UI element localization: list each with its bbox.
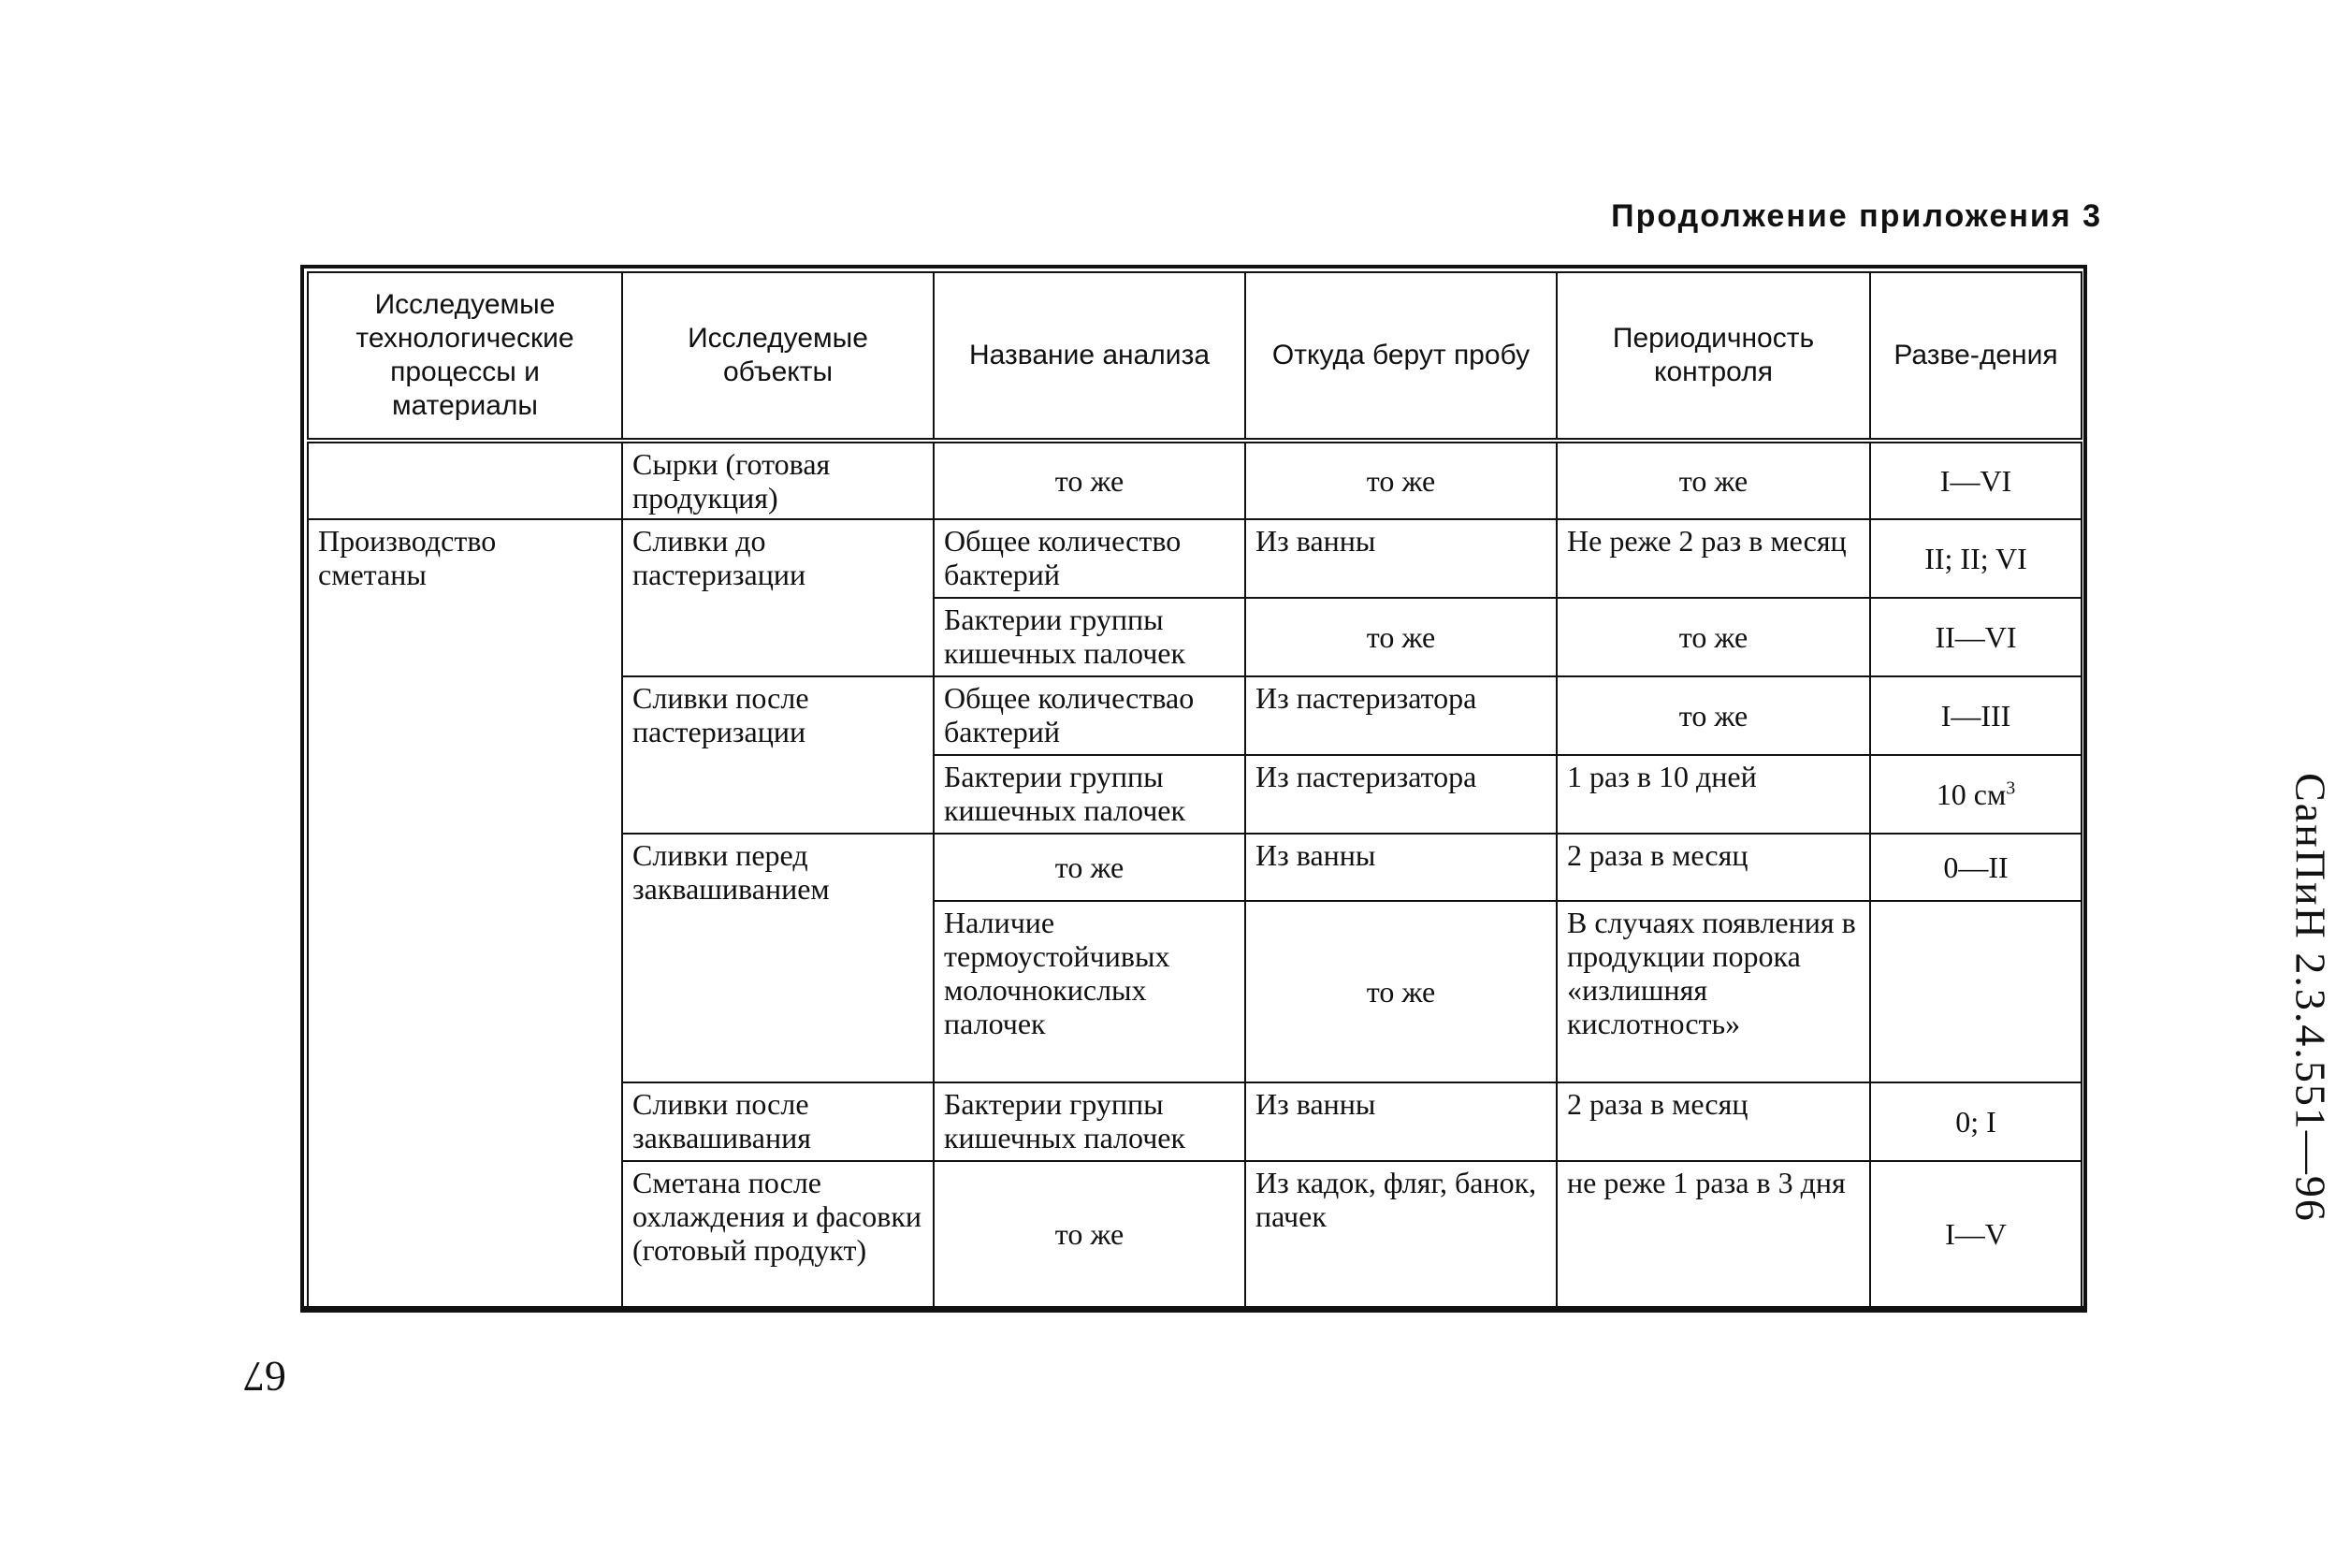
cell-analysis: Бактерии группы кишечных палочек bbox=[934, 755, 1245, 834]
cell-analysis: Общее количествао бактерий bbox=[934, 676, 1245, 755]
cell-source: Из кадок, фляг, банок, пачек bbox=[1245, 1161, 1557, 1307]
cell-analysis: то же bbox=[934, 834, 1245, 901]
dilution-superscript: 3 bbox=[2006, 777, 2016, 799]
cell-period: 2 раза в месяц bbox=[1557, 834, 1870, 901]
cell-source: Из пастеризатора bbox=[1245, 755, 1557, 834]
page-number: 67 bbox=[243, 1353, 286, 1401]
cell-dilution: 0; I bbox=[1870, 1082, 2082, 1161]
dilution-text: 10 см bbox=[1936, 777, 2007, 811]
cell-source: то же bbox=[1245, 901, 1557, 1082]
cell-object: Сливки после пастеризации bbox=[622, 676, 934, 834]
cell-dilution: 0—II bbox=[1870, 834, 2082, 901]
table-header-row bbox=[308, 272, 2082, 441]
header-periodicity: Периодичность контроля bbox=[1557, 272, 1870, 441]
cell-period: то же bbox=[1557, 441, 1870, 519]
cell-dilution: II—VI bbox=[1870, 598, 2082, 676]
cell-source: то же bbox=[1245, 598, 1557, 676]
cell-source: Из пастеризатора bbox=[1245, 676, 1557, 755]
cell-dilution bbox=[1870, 755, 2082, 834]
cell-analysis: то же bbox=[934, 441, 1245, 519]
header-processes: Исследуемые технологические процессы и материалы bbox=[308, 272, 622, 441]
cell-period: не реже 1 раза в 3 дня bbox=[1557, 1161, 1870, 1307]
cell-analysis: Общее количество бактерий bbox=[934, 519, 1245, 598]
cell-period: 2 раза в месяц bbox=[1557, 1082, 1870, 1161]
cell-analysis: Наличие термоустойчивых молочнокислых палочек bbox=[934, 901, 1245, 1082]
table-row bbox=[308, 441, 2082, 519]
cell-analysis: Бактерии группы кишечных палочек bbox=[934, 598, 1245, 676]
cell-period: Не реже 2 раз в месяц bbox=[1557, 519, 1870, 598]
cell-source: Из ванны bbox=[1245, 834, 1557, 901]
cell-period: то же bbox=[1557, 676, 1870, 755]
page-heading: Продолжение приложения 3 bbox=[1611, 198, 2102, 234]
header-analysis: Название анализа bbox=[934, 272, 1245, 441]
cell-object: Сливки перед заквашиванием bbox=[622, 834, 934, 1082]
cell-analysis: Бактерии группы кишечных палочек bbox=[934, 1082, 1245, 1161]
cell-period: В случаях появления в продукции порока «излишняя кислотность» bbox=[1557, 901, 1870, 1082]
cell-process-empty bbox=[308, 441, 622, 519]
cell-dilution: I—V bbox=[1870, 1161, 2082, 1307]
cell-dilution: II; II; VI bbox=[1870, 519, 2082, 598]
document-code: СанПиН 2.3.4.551—96 bbox=[2286, 773, 2335, 1223]
table-row bbox=[308, 519, 2082, 598]
cell-object: Сливки до пастеризации bbox=[622, 519, 934, 676]
cell-process: Производство сметаны bbox=[308, 519, 622, 1307]
cell-period: то же bbox=[1557, 598, 1870, 676]
cell-source: Из ванны bbox=[1245, 1082, 1557, 1161]
cell-source: Из ванны bbox=[1245, 519, 1557, 598]
cell-dilution: I—III bbox=[1870, 676, 2082, 755]
header-sample-source: Откуда берут пробу bbox=[1245, 272, 1557, 441]
control-table bbox=[307, 271, 2082, 1308]
cell-object: Сметана после охлаждения и фасовки (готовый продукт) bbox=[622, 1161, 934, 1307]
control-table-frame bbox=[300, 265, 2087, 1313]
cell-source: то же bbox=[1245, 441, 1557, 519]
cell-object: Сливки после заквашивания bbox=[622, 1082, 934, 1161]
cell-dilution bbox=[1870, 901, 2082, 1082]
cell-period: 1 раз в 10 дней bbox=[1557, 755, 1870, 834]
cell-object: Сырки (готовая продукция) bbox=[622, 441, 934, 519]
cell-dilution: I—VI bbox=[1870, 441, 2082, 519]
header-objects: Исследуемые объекты bbox=[622, 272, 934, 441]
cell-analysis: то же bbox=[934, 1161, 1245, 1307]
header-dilutions: Разве-дения bbox=[1870, 272, 2082, 441]
